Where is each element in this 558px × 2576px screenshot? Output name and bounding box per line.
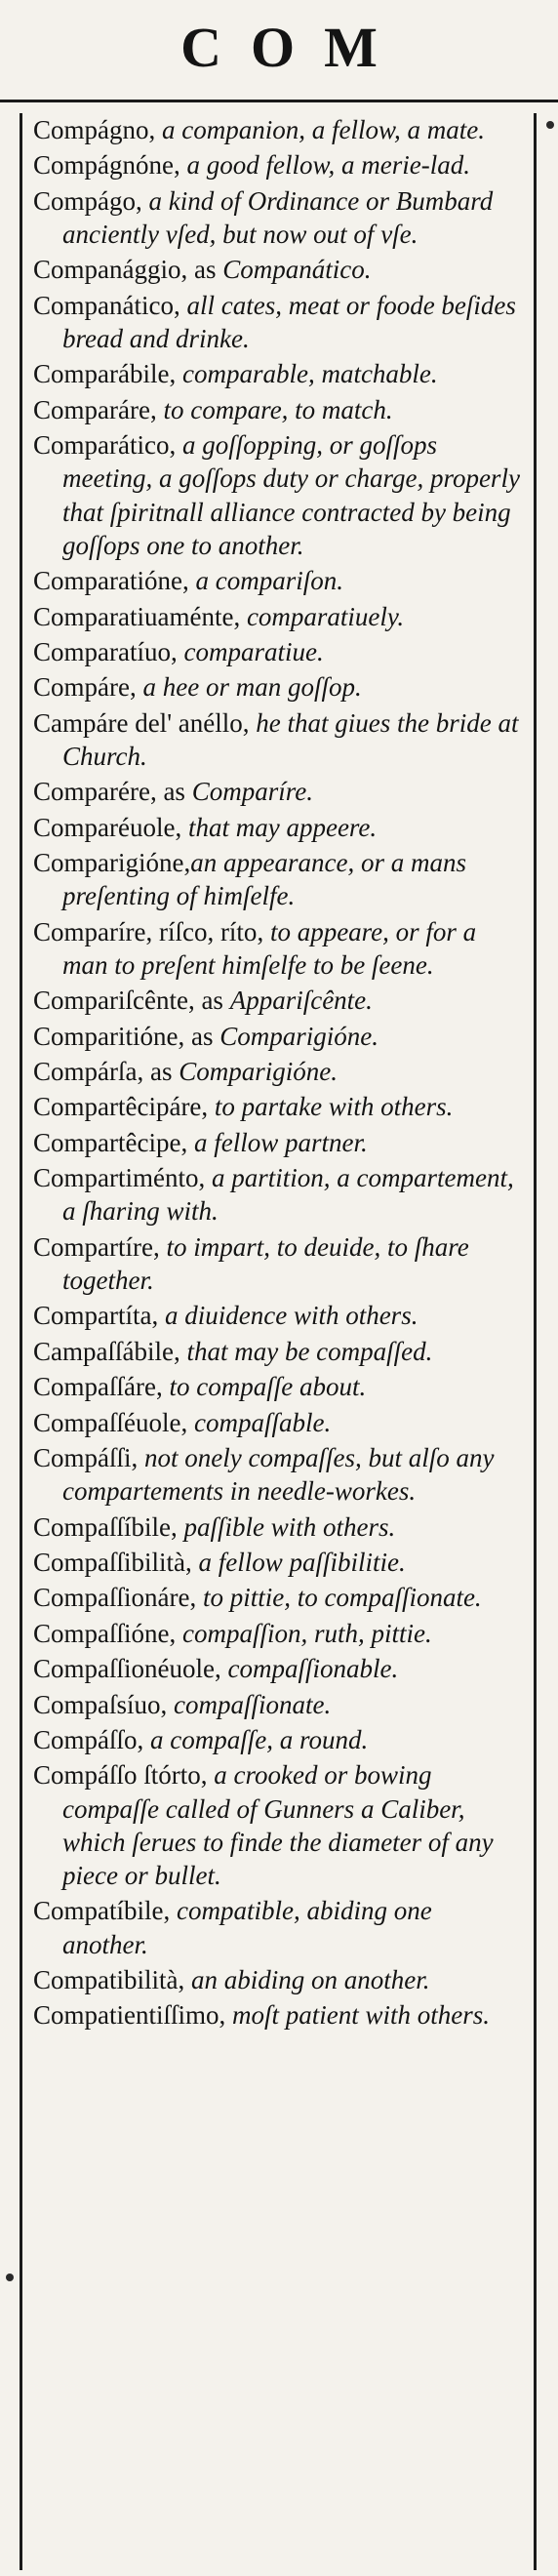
entry-definition: a compaſſe, a round. xyxy=(150,1724,369,1754)
entry-separator: , xyxy=(155,1372,170,1402)
dictionary-entry xyxy=(33,1652,521,1685)
entry-definition: Comparigióne. xyxy=(219,1021,379,1051)
entry-definition: to compare, to match. xyxy=(163,394,393,424)
entry-separator: , xyxy=(148,115,162,144)
entry-separator: , xyxy=(257,916,270,946)
dictionary-entry xyxy=(33,1581,521,1614)
entry-headword: Comparático xyxy=(33,430,170,461)
entry-definition: all cates, meat or foode beſides bread and drinke. xyxy=(62,290,516,353)
entry-separator: , xyxy=(169,1618,182,1648)
header-rule xyxy=(0,100,558,102)
entry-separator: , xyxy=(178,1964,191,1994)
entry-separator: , xyxy=(151,1301,165,1331)
entry-headword: Compaſſíbile xyxy=(33,1511,171,1542)
dictionary-entry xyxy=(33,1406,521,1439)
entry-definition: an abiding on another. xyxy=(191,1964,430,1994)
entry-definition: to compaſſe about. xyxy=(169,1372,367,1402)
entry-separator: , xyxy=(189,1583,203,1613)
entry-headword: Compaſſióne xyxy=(33,1618,170,1648)
entry-headword: Compartíre xyxy=(33,1231,153,1262)
entry-definition: not onely compaſſes, but alſo any compartements in needle-workes. xyxy=(62,1442,495,1507)
entry-definition: that may be compaſſed. xyxy=(186,1336,433,1366)
dictionary-entry xyxy=(33,289,521,355)
entry-separator: , xyxy=(173,290,187,320)
dictionary-entry xyxy=(33,1299,521,1332)
entry-definition: to partake with others. xyxy=(214,1092,454,1122)
entry-definition: comparatiuely. xyxy=(246,601,405,631)
entry-separator: , as xyxy=(180,255,223,285)
dictionary-entry xyxy=(33,984,521,1017)
dictionary-entry xyxy=(33,1688,521,1721)
entry-headword: Compágno xyxy=(33,115,149,144)
dictionary-entry xyxy=(33,1546,521,1579)
entry-separator: , xyxy=(163,1896,177,1926)
entry-separator: , xyxy=(198,1163,212,1193)
entry-definition: compaſſionate. xyxy=(174,1689,332,1719)
entry-headword: Compaſsíuo xyxy=(33,1689,161,1719)
entry-separator: , xyxy=(169,430,182,461)
entry-separator: , xyxy=(149,394,164,424)
entry-separator: , xyxy=(180,1127,194,1157)
entry-definition: a diuidence with others. xyxy=(164,1301,418,1331)
entry-separator: , xyxy=(173,150,187,181)
entry-separator: , xyxy=(201,1092,215,1122)
entry-headword: Compartêcipáre xyxy=(33,1092,202,1122)
entry-separator: , xyxy=(175,812,188,842)
dictionary-entry xyxy=(33,113,521,146)
dictionary-entry xyxy=(33,1161,521,1228)
dictionary-entry xyxy=(33,428,521,562)
entry-headword: Compágnóne xyxy=(33,150,174,181)
dictionary-entry xyxy=(33,811,521,844)
entry-definition: to impart, to deuide, to ſhare together. xyxy=(62,1231,469,1296)
entry-definition: that may appeere. xyxy=(187,812,378,842)
entry-headword: Compaſſionáre xyxy=(33,1583,190,1613)
entry-separator: , as xyxy=(137,1057,179,1087)
entry-headword: Companático xyxy=(33,290,174,320)
entry-definition: Appariſcênte. xyxy=(229,986,373,1016)
entry-headword: Compartíta xyxy=(33,1301,152,1331)
dictionary-entry xyxy=(33,1090,521,1123)
entry-headword: Compaſſáre xyxy=(33,1372,156,1402)
entry-separator: , as xyxy=(178,1021,220,1051)
dictionary-entry xyxy=(33,670,521,704)
dictionary-entry xyxy=(33,1894,521,1960)
dictionary-entry xyxy=(33,1230,521,1297)
page-header xyxy=(0,0,558,94)
entry-definition: comparable, matchable. xyxy=(181,359,438,389)
entry-separator: , xyxy=(214,1654,228,1684)
dictionary-entry xyxy=(33,1441,521,1508)
left-margin-dot xyxy=(6,2274,14,2281)
entry-headword: Comparáre xyxy=(33,394,150,424)
entry-headword: Compariſcênte xyxy=(33,986,188,1016)
entry-headword: Comparatíuo xyxy=(33,636,171,666)
dictionary-entry xyxy=(33,564,521,597)
entry-headword: Comparatiuaménte xyxy=(33,601,234,631)
dictionary-entry xyxy=(33,1370,521,1403)
entry-definition: a fellow paſſibilitie. xyxy=(198,1547,406,1577)
entry-separator: , xyxy=(183,848,191,878)
entry-definition: to appeare, or for a man to preſent himſelfe to be ſeene. xyxy=(62,916,477,980)
entry-definition: a kind of Ordinance or Bumbard anciently vſed, but now out of vſe. xyxy=(62,185,494,249)
entry-definition: compaſſion, ruth, pittie. xyxy=(181,1618,432,1648)
entry-headword: Comparére xyxy=(33,777,150,807)
entry-definition: moſt patient with others. xyxy=(232,2000,491,2031)
entry-separator: , xyxy=(129,672,143,703)
entry-headword: Compágo xyxy=(33,185,136,216)
dictionary-entry xyxy=(33,1723,521,1756)
entry-headword: Compáſſo ſtórto xyxy=(33,1760,201,1791)
entry-headword: Compaſſibilità xyxy=(33,1547,185,1577)
entry-headword: Compatientiſſimo xyxy=(33,2000,219,2031)
entry-separator: , as xyxy=(149,777,192,807)
entry-definition: an appearance, or a mans preſenting of himſelfe. xyxy=(62,848,466,911)
entry-separator: , xyxy=(242,707,257,738)
dictionary-entry xyxy=(33,148,521,181)
entry-headword: Compáſſo xyxy=(33,1724,138,1754)
entry-separator: , xyxy=(170,636,184,666)
dictionary-entry xyxy=(33,1617,521,1650)
entry-separator: , xyxy=(152,1231,167,1262)
entry-definition: Comparigióne. xyxy=(179,1057,338,1087)
entry-separator: , xyxy=(181,566,196,596)
entry-separator: , xyxy=(171,1511,184,1542)
entry-definition: a partition, a compartement, a ſharing with. xyxy=(62,1163,514,1227)
dictionary-entry xyxy=(33,184,521,251)
entry-separator: , as xyxy=(187,986,230,1016)
dictionary-entry xyxy=(33,600,521,633)
entry-headword: Companággio xyxy=(33,255,181,285)
entry-headword: Compárſa xyxy=(33,1057,138,1087)
dictionary-entry xyxy=(33,1020,521,1053)
dictionary-entry xyxy=(33,393,521,426)
entry-definition: compatible, abiding one another. xyxy=(62,1896,432,1959)
dictionary-entries xyxy=(33,113,521,2034)
entry-separator: , xyxy=(233,601,247,631)
dictionary-entry xyxy=(33,253,521,286)
entry-headword: Comparatióne xyxy=(33,566,182,596)
dictionary-entry xyxy=(33,1335,521,1368)
entry-definition: compaſſionable. xyxy=(227,1654,399,1684)
entry-headword: Compartêcipe xyxy=(33,1127,181,1157)
entry-headword: Campaſſábile xyxy=(33,1336,174,1366)
entry-definition: Companático. xyxy=(222,255,372,285)
dictionary-entry xyxy=(33,1055,521,1088)
entry-separator: , xyxy=(200,1760,215,1791)
entry-separator: , xyxy=(173,1336,187,1366)
entry-definition: a goſſopping, or goſſops meeting, a goſſops duty or charge, properly that ſpiritnall alliance contracted by being goſſops one to another. xyxy=(62,430,520,560)
entry-definition: a companion, a fellow, a mate. xyxy=(162,115,485,144)
dictionary-entry xyxy=(33,1963,521,1996)
entry-headword: Compatíbile xyxy=(33,1896,164,1926)
dictionary-entry xyxy=(33,915,521,982)
entry-definition: Comparíre. xyxy=(191,777,313,807)
entry-headword: Compaſſéuole xyxy=(33,1407,181,1437)
entry-definition: a good fellow, a merie-lad. xyxy=(186,150,470,181)
dictionary-entry xyxy=(33,1126,521,1159)
entry-headword: Comparigióne xyxy=(33,848,184,878)
right-margin-dot xyxy=(546,121,554,129)
entry-definition: a compariſon. xyxy=(195,566,343,596)
entry-headword: Comparéuole xyxy=(33,812,176,842)
entry-definition: a fellow partner. xyxy=(193,1127,368,1157)
entry-headword: Compáre xyxy=(33,672,130,703)
entry-headword: Compáſſi xyxy=(33,1442,132,1472)
entry-headword: Campáre del' anéllo xyxy=(33,707,243,738)
entry-separator: , xyxy=(219,2000,232,2031)
entry-definition: a crooked or bowing compaſſe called of Gunners a Caliber, which ſerues to finde the diameter of any piece or bullet. xyxy=(62,1760,494,1890)
dictionary-entry xyxy=(33,706,521,773)
entry-separator: , xyxy=(136,185,149,216)
dictionary-entry xyxy=(33,1998,521,2032)
entry-headword: Compartiménto xyxy=(33,1163,199,1193)
running-head: COM xyxy=(180,16,407,79)
entry-separator: , xyxy=(131,1442,144,1472)
dictionary-entry xyxy=(33,635,521,668)
dictionary-entry xyxy=(33,846,521,912)
dictionary-entry xyxy=(33,775,521,808)
entry-headword: Compaſſionéuole xyxy=(33,1654,215,1684)
entry-separator: , xyxy=(137,1724,150,1754)
entry-definition: paſſible with others. xyxy=(183,1511,396,1542)
entry-definition: comparatiue. xyxy=(183,636,324,666)
entry-headword: Comparíre, ríſco, ríto xyxy=(33,916,258,946)
entry-separator: , xyxy=(169,359,182,389)
entry-definition: a hee or man goſſop. xyxy=(142,672,362,703)
dictionary-entry xyxy=(33,1510,521,1544)
entry-definition: to pittie, to compaſſionate. xyxy=(202,1583,482,1613)
entry-definition: he that giues the bride at Church. xyxy=(62,707,519,771)
entry-separator: , xyxy=(160,1689,175,1719)
entry-separator: , xyxy=(180,1407,194,1437)
dictionary-entry xyxy=(33,357,521,390)
entry-definition: compaſſable. xyxy=(193,1407,332,1437)
entry-separator: , xyxy=(185,1547,199,1577)
entry-headword: Comparitióne xyxy=(33,1021,179,1051)
entry-headword: Comparábile xyxy=(33,359,170,389)
entry-headword: Compatibilità xyxy=(33,1964,179,1994)
dictionary-entry xyxy=(33,1758,521,1892)
